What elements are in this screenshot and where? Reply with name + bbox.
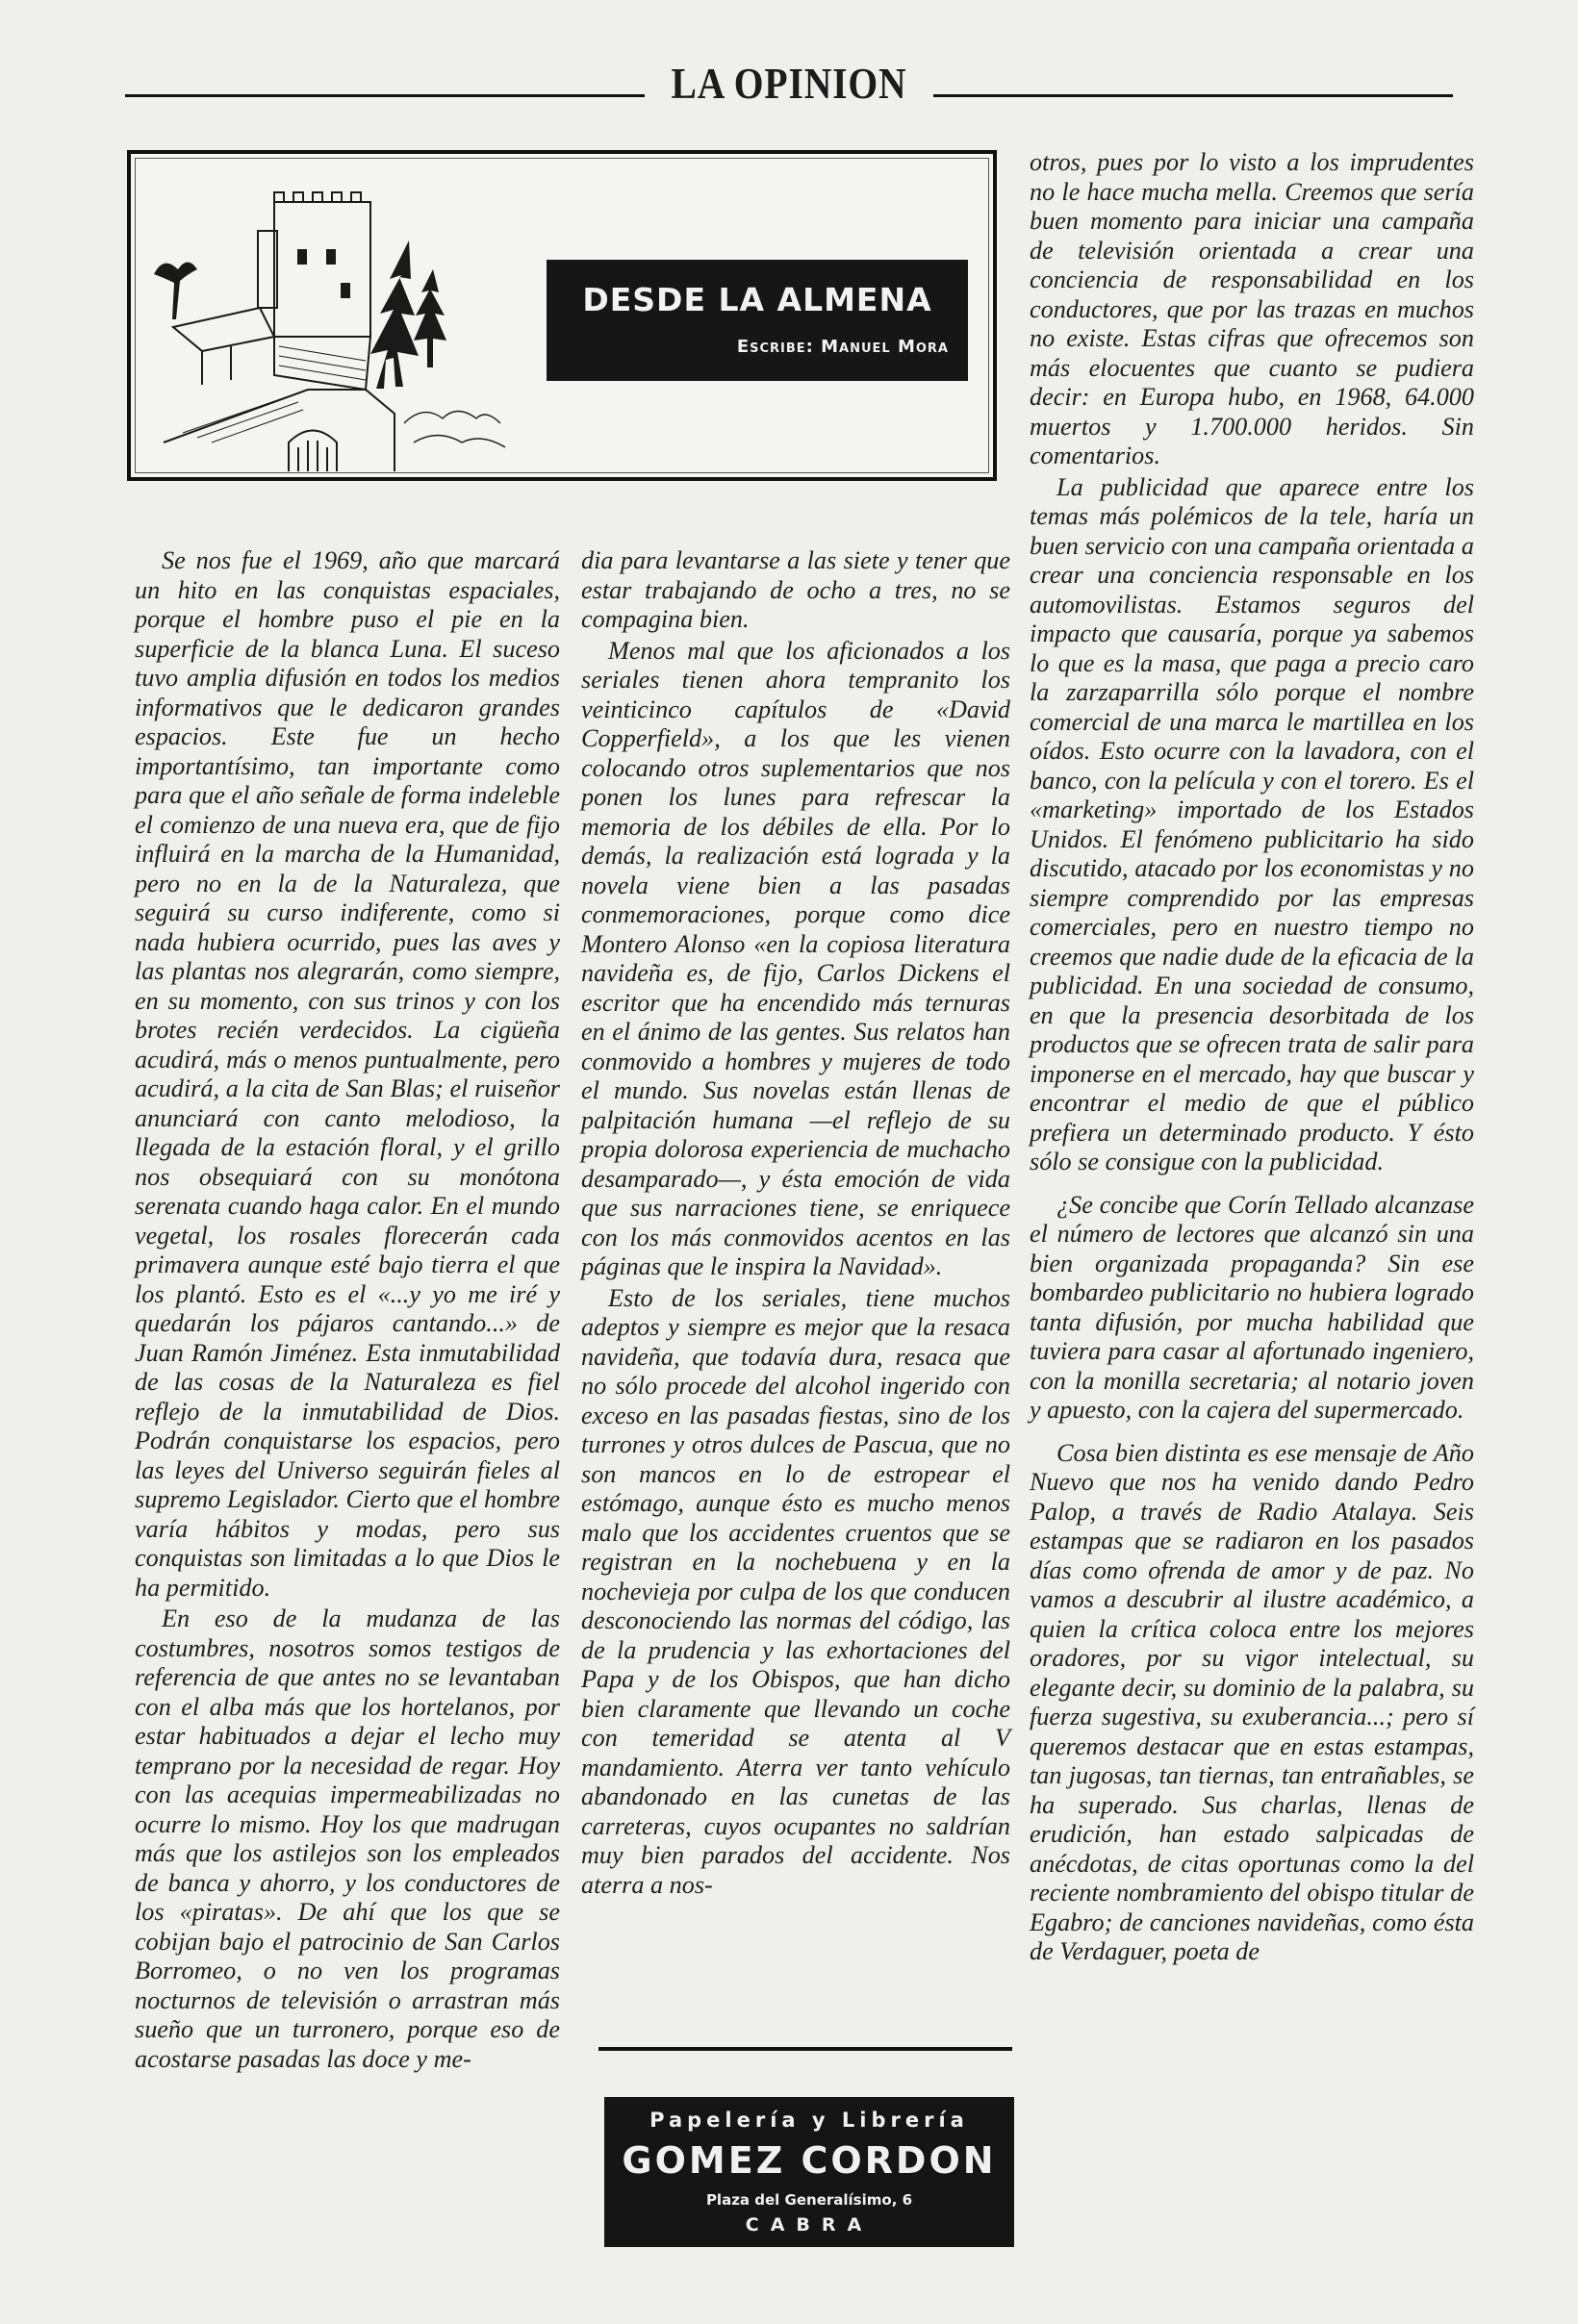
section-title: DESDE LA ALMENA bbox=[582, 281, 932, 318]
advertisement-box bbox=[604, 2097, 1014, 2247]
publication-title: LA OPINION bbox=[671, 59, 907, 108]
ad-town: CABRA bbox=[745, 2214, 874, 2236]
article-column-2 bbox=[581, 546, 1010, 1900]
paragraph: Esto de los seriales, tiene muchos adeptos y siempre es mejor que la resaca navideña, que todavía dura, resaca que no sólo procede del alcohol ingerido con exceso en las pasadas fiestas, sino de los turrones y otros dulces de Pascua, que no son mancos en lo de estropear el estómago, aunque ésto es mucho menos malo que los accidentes cruentos que se registran en la nochebuena y en la nochevieja por culpa de los que conducen desconociendo las normas del código, las de la prudencia y las exhortaciones del Papa y de los Obispos, que han dicho bien claramente que llevando un coche con temeridad se atenta al V mandamiento. Aterra ver tanto vehículo abandonado en las cunetas de las carreteras, cuyos ocupantes no saldrían muy bien parados del accidente. Nos aterra a nos- bbox=[581, 1283, 1010, 1899]
paragraph: En eso de la mudanza de las costumbres, nosotros somos testigos de referencia de que antes no se levantaban con el alba más que los hortelanos, por estar habituados a dejar el lecho muy temprano por la necesidad de regar. Hoy con las acequias impermeabilizadas no ocurre lo mismo. Hoy los que madrugan más que los astilejos son los empleados de banca y ahorro, y los conductores de los «piratas». De ahí que los que se cobijan bajo el patrocinio de San Carlos Borromeo, o no ven los programas nocturnos de televisión o arrastran más sueño que un turronero, porque eso de acostarse pasadas las doce y me- bbox=[135, 1604, 560, 2073]
article-column-3 bbox=[1030, 148, 1474, 1967]
ad-shop-type: Papelería y Librería bbox=[649, 2109, 969, 2132]
paragraph: dia para levantarse a las siete y tener que estar trabajando de ocho a tres, no se compagina bien. bbox=[581, 546, 1010, 633]
castle-tower-illustration bbox=[144, 183, 520, 471]
masthead bbox=[125, 58, 1453, 115]
paragraph: Cosa bien distinta es ese mensaje de Año Nuevo que nos ha venido dando Pedro Palop, a través de Radio Atalaya. Seis estampas que se radiaron en los pasados días como ofrenda de amor y de paz. No vamos a descubrir al ilustre académico, a quien la crítica coloca entre los mejores oradores, por su vigor intelectual, su elegante decir, su dominio de la palabra, su fuerza sugestiva, su exuberancia...; pero sí queremos destacar que en estas estampas, tan jugosas, tan tiernas, tan entrañables, se ha superado. Sus charlas, llenas de erudición, han estado salpicadas de anécdotas, de citas oportunas como la del reciente nombramiento del obispo titular de Egabro; de canciones navideñas, como ésta de Verdaguer, poeta de bbox=[1030, 1438, 1474, 1965]
advertisement-rule bbox=[598, 2047, 1012, 2051]
ad-shop-name: GOMEZ CORDON bbox=[622, 2139, 997, 2182]
article-byline: Escribe: Manuel Mora bbox=[736, 337, 949, 357]
section-title-box bbox=[547, 260, 968, 381]
article-column-1 bbox=[135, 546, 560, 2074]
masthead-rule-right bbox=[933, 94, 1453, 97]
paragraph: Menos mal que los aficionados a los seriales tienen ahora tempranito los veinticinco capítulos de «David Copperfield», a los que les vienen colocando otros suplementarios que nos ponen los lunes para refrescar la memoria de los débiles de ella. Por lo demás, la realización está lograda y la novela viene bien a las pasadas conmemoraciones, porque como dice Montero Alonso «en la copiosa literatura navideña es, de fijo, Carlos Dickens el escritor que ha encendido más ternuras en el ánimo de las gentes. Sus relatos han conmovido a hombres y mujeres de todo el mundo. Sus novelas están llenas de palpitación humana —el reflejo de su propia dolorosa experiencia de muchacho desamparado—, y ésta emoción de vida que sus narraciones tiene, se enriquece con los más conmovidos acentos en las páginas que le inspira la Navidad». bbox=[581, 636, 1010, 1280]
paragraph: ¿Se concibe que Corín Tellado alcanzase el número de lectores que alcanzó sin una bien organizada propaganda? Sin ese bombardeo publicitario no hubiera logrado tanta difusión, por mucha habilidad que tuviera para casar al afortunado ingeniero, con la monilla secretaria; al notario joven y apuesto, con la cajera del supermercado. bbox=[1030, 1190, 1474, 1424]
ad-address: Plaza del Generalísimo, 6 bbox=[705, 2191, 913, 2209]
paragraph: otros, pues por lo visto a los imprudentes no le hace mucha mella. Creemos que sería buen momento para iniciar una campaña de televisión orientada a crear una conciencia de responsabilidad en los conductores, que por las trazas en muchos no existe. Estas cifras que ofrecemos son más elocuentes que cuanto se pudiera decir: en Europa hubo, en 1968, 64.000 muertos y 1.700.000 heridos. Sin comentarios. bbox=[1030, 148, 1474, 469]
paragraph: Se nos fue el 1969, año que marcará un hito en las conquistas espaciales, porque el hombre puso el pie en la superficie de la blanca Luna. El suceso tuvo amplia difusión en todos los medios informativos que le dedicaron grandes espacios. Este fue un hecho importantísimo, tan importante como para que el año señale de forma indeleble el comienzo de una nueva era, que de fijo influirá en la marcha de la Humanidad, pero no en la de la Naturaleza, que seguirá su curso indiferente, como si nada hubiera ocurrido, pues las aves y las plantas nos alegrarán, como siempre, en su momento, con sus trinos y con los brotes recién verdecidos. La cigüeña acudirá, más o menos puntualmente, pero acudirá, a la cita de San Blas; el ruiseñor anunciará con canto melodioso, la llegada de la estación floral, y el grillo nos obsequiará con su monótona serenata cuando haga calor. En el mundo vegetal, los rosales florecerán cada primavera aunque esté bajo tierra el que los plantó. Esto es el «...y yo me iré y quedarán los pájaros cantando...» de Juan Ramón Jiménez. Esta inmutabilidad de las cosas de la Naturaleza es fiel reflejo de la inmutabilidad de Dios. Podrán conquistarse los espacios, pero las leyes del Universo seguirán fieles al supremo Legislador. Cierto que el hombre varía hábitos y modas, pero sus conquistas son limitadas a lo que Dios le ha permitido. bbox=[135, 546, 560, 1602]
paragraph: La publicidad que aparece entre los temas más polémicos de la tele, haría un buen servicio con una campaña orientada a crear una conciencia responsable en los automovilistas. Estamos seguros del impacto que causaría, porque ya sabemos lo que es la masa, que paga a precio caro la zarzaparrilla sólo porque el nombre comercial de una marca le martillea en los oídos. Esto ocurre con la lavadora, con el banco, con la película y con el torero. Es el «marketing» importado de los Estados Unidos. El fenómeno publicitario ha sido discutido, atacado por los economistas y no siempre comprendido por las empresas comerciales, pero en nuestro tiempo no creemos que nadie dude de la eficacia de la publicidad. En una sociedad de consumo, en que la presencia desorbitada de los productos que se ofrecen trata de salir para imponerse en el mercado, hay que buscar y encontrar el medio de que el público prefiera un determinado producto. Y ésto sólo se consigue con la publicidad. bbox=[1030, 472, 1474, 1175]
